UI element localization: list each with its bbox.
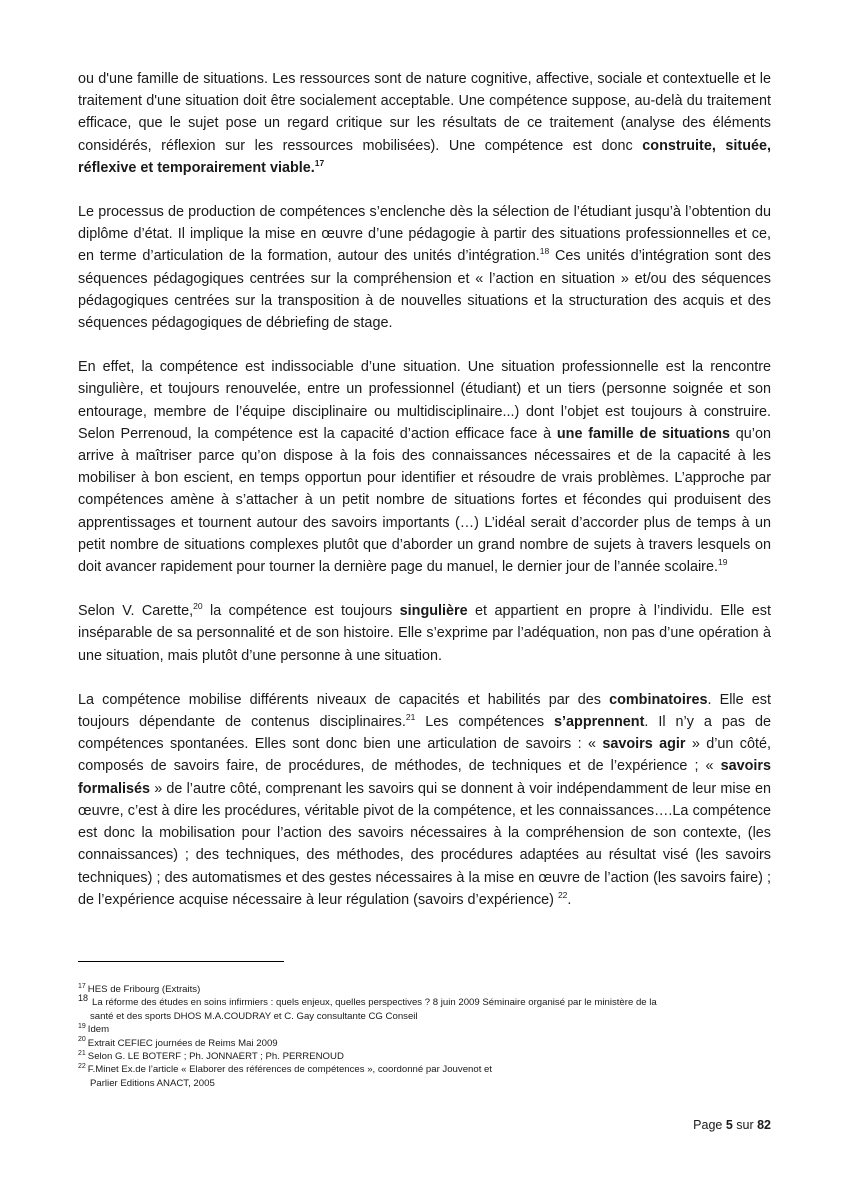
page-number-total: 82 [757,1118,771,1132]
footnote-20 [78,1037,758,1050]
footnote-ref-20[interactable]: 20 [193,601,203,612]
paragraph-5-text-f: » de l’autre côté, comprenant les savoirs qui se donnent à voir indépendamment de leur mise en œuvre, c’est à dire les procédures, véritable pivot de la compétence, et les connaissances….La compétence est donc la mobilisation pour l’action des savoirs nécessaires à la compréhension de son contexte, (les connaissances) ; des techniques, des méthodes, des procédures adaptées au résultat visé (les savoirs techniques) ; des automatismes et des gestes nécessaires à la mise en œuvre de l’action (les savoirs faire) ; de l’expérience acquise nécessaire à leur régulation (savoirs d’expérience) [78,780,771,908]
paragraph-5 [78,689,771,911]
footnote-text: Idem [87,1024,110,1036]
footnote-number: 18 [78,993,89,1004]
footnote-number: 22 [78,1063,86,1071]
page-number-middle: sur [732,1118,758,1132]
footnote-text: Extrait CEFIEC journées de Reims Mai 2009 [87,1037,278,1049]
footnote-ref-22[interactable]: 22 [557,889,568,900]
paragraph-4-text-b: la compétence est toujours [202,603,400,620]
paragraph-4-text-c: et appartient en propre à l’individu. Elle est inséparable de sa personnalité et de son histoire. Elle s’exprime par l’adéquation, non pas d’une opération à une situation, mais plutôt d’une personne à une situation. [78,603,771,664]
footnote-17 [78,983,758,996]
body-text [78,68,771,933]
footnote-separator [78,961,284,962]
footnote-19 [78,1023,758,1036]
footnote-number: 21 [78,1049,86,1057]
footnote-text: La réforme des études en soins infirmiers : quels enjeux, quelles perspectives ? 8 juin 2009 Séminaire organisé par le ministère de la [92,997,657,1009]
paragraph-1-bold: construite, située, réflexive et temporairement viable. [78,137,771,176]
paragraph-2-text-b: Ces unités d’intégration sont des séquences pédagogiques centrées sur la compréhension et « l’action en situation » et/ou des séquences pédagogiques centrées sur la transposition à de nouvelles situations et la structuration des acquis et des séquences pédagogiques de débriefing de stage. [78,248,771,332]
paragraph-5-text-a: La compétence mobilise différents niveaux de capacités et habilités par des [78,691,610,708]
paragraph-5-text-c: Les compétences [415,714,555,731]
footnote-ref-19[interactable]: 19 [717,557,728,568]
footnote-ref-17[interactable]: 17 [314,158,325,169]
paragraph-3-text-b: qu’on arrive à maîtriser parce qu’on dispose à la fois des connaissances nécessaires et de la capacité à les mobiliser à bon escient, en temps opportun pour identifier et résoudre de vrais problèmes. L’approche par compétences amène à s’attacher à un petit nombre de situations fortes et fécondes qui produisent des apprentissages et tournent autour des savoirs importants (…) L’idéal serait d’accorder plus de temps à un petit nombre de situations complexes plutôt que d’aborder un grand nombre de sujets à travers lesquels on doit avancer rapidement pour tourner la dernière page du manuel, le dernier jour de l’année scolaire. [78,425,771,576]
paragraph-1 [78,68,771,179]
paragraph-5-bold-4: savoirs formalisés [78,758,771,797]
paragraph-3 [78,356,771,578]
footnote-18 [78,993,758,1023]
footnote-ref-21[interactable]: 21 [405,712,416,723]
page-number-current: 5 [725,1118,733,1132]
paragraph-4 [78,600,771,667]
footnote-text: HES de Fribourg (Extraits) [87,984,201,995]
footnote-number: 19 [78,1023,86,1031]
footnote-number: 20 [78,1036,86,1044]
paragraph-2 [78,201,771,334]
paragraph-5-bold-1: combinatoires [609,691,708,708]
paragraph-5-text-g: . [567,891,572,908]
paragraph-3-text-a: En effet, la compétence est indissociable d’une situation. Une situation professionnelle est la rencontre singulière, et toujours renouvelée, entre un professionnel (étudiant) et un tiers (personne soignée et son entourage, membre de l’équipe disciplinaire ou multidisciplinaire...) dont l’objet est toujours à construire. Selon Perrenoud, la compétence est la capacité d’action efficace face à [78,359,771,442]
footnote-number: 17 [78,982,86,990]
footnote-text-continued: santé et des sports DHOS M.A.COUDRAY et C. Gay consultante CG Conseil [90,1010,418,1022]
paragraph-4-bold: singulière [399,603,468,620]
footnote-text-continued: Parlier Editions ANACT, 2005 [90,1077,215,1089]
paragraph-5-text-b: . Elle est toujours dépendante de contenus disciplinaires. [78,691,771,731]
footnote-text: F.Minet Ex.de l’article « Elaborer des références de compétences », coordonné par Jouvenot et [87,1064,493,1076]
paragraph-5-text-e: » d’un côté, composés de savoirs faire, de procédures, de méthodes, de techniques et de l’expérience ; « [78,736,771,775]
paragraph-3-bold: une famille de situations [556,425,731,442]
footnote-21 [78,1050,758,1063]
footnote-text: Selon G. LE BOTERF ; Ph. JONNAERT ; Ph. PERRENOUD [87,1051,344,1063]
paragraph-5-bold-3: savoirs agir [602,736,686,753]
page-number [693,1117,771,1133]
footnote-ref-18[interactable]: 18 [539,246,550,257]
footnotes [78,983,758,1090]
page-number-prefix: Page [693,1118,726,1132]
paragraph-5-text-d: . Il n’y a pas de compétences spontanées. Elles sont donc bien une articulation de savoirs : « [78,714,772,753]
paragraph-1-text: ou d'une famille de situations. Les ressources sont de nature cognitive, affective, sociale et contextuelle et le traitement d'une situation doit être socialement acceptable. Une compétence suppose, au-delà du traitement efficace, que le sujet pose un regard critique sur les résultats de ce traitement (analyse des éléments considérés, réflexion sur les ressources mobilisées). Une compétence est donc [78,71,771,154]
footnote-22 [78,1063,758,1090]
paragraph-2-text-a: Le processus de production de compétences s’enclenche dès la sélection de l’étudiant jusqu’à l’obtention du diplôme d’état. Il implique la mise en œuvre d’une pédagogie à partir des situations professionnelles et ce, en terme d’articulation de la formation, autour des unités d’intégration. [78,204,771,265]
paragraph-5-bold-2: s’apprennent [554,714,645,731]
paragraph-4-text-a: Selon V. Carette, [78,603,194,620]
